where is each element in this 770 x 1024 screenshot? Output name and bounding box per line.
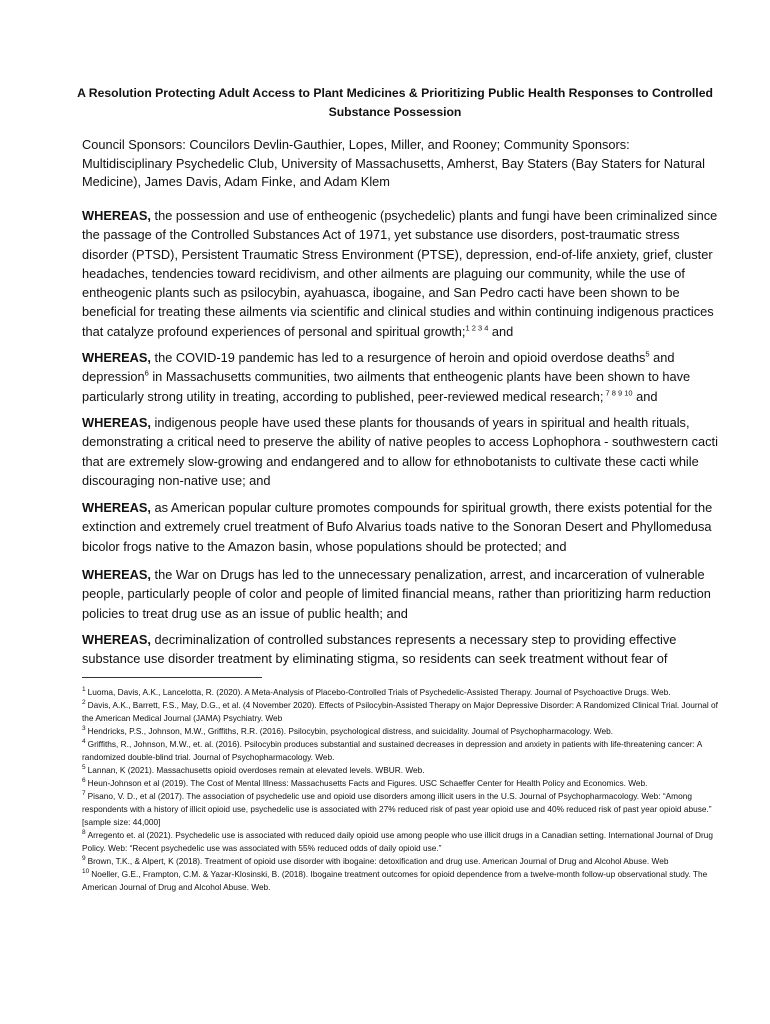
footnote-text: Hendricks, P.S., Johnson, M.W., Griffiths, R.R. (2016). Psilocybin, psychological distress, and suicidality. Journal of Psychopharmacology. Web. xyxy=(87,726,614,736)
footnote-ref: 6 xyxy=(144,369,149,379)
footnote xyxy=(82,699,722,725)
footnote-refs: 1 2 3 4 xyxy=(465,323,489,333)
footnote-number: 7 xyxy=(82,790,86,798)
footnote-text: Lannan, K (2021). Massachusetts opioid overdoses remain at elevated levels. WBUR. Web. xyxy=(87,765,425,775)
footnote-text: Heun-Johnson et al (2019). The Cost of Mental Illness: Massachusetts Facts and Figures. USC Schaeffer Center for Health Policy and Economics. Web. xyxy=(87,778,648,788)
footnote xyxy=(82,764,722,777)
footnote xyxy=(82,855,722,868)
footnote-number: 9 xyxy=(82,855,86,863)
clause-text: the War on Drugs has led to the unnecessary penalization, arrest, and incarceration of vulnerable people, particularly people of color and people of limited financial means, rather than prioritizing harm reduction policies to treat drug use as an issue of public health; and xyxy=(82,567,711,621)
footnote-number: 6 xyxy=(82,777,86,785)
clause-text: the COVID-19 pandemic has led to a resurgence of heroin and opioid overdose deaths xyxy=(150,350,646,365)
footnote-text: Noeller, G.E., Frampton, C.M. & Yazar-Klosinski, B. (2018). Ibogaine treatment outcomes for opioid dependence from a twelve-month follow-up observational study. The American Journal of Drug and Alcohol Abuse. Web. xyxy=(82,869,708,892)
footnote xyxy=(82,790,722,829)
whereas-keyword: WHEREAS, xyxy=(82,350,151,365)
sponsors-paragraph: Council Sponsors: Councilors Devlin-Gauthier, Lopes, Miller, and Rooney; Community Sponsors: Multidisciplinary Psychedelic Club, University of Massachusetts, Amherst, Bay Staters (Bay Staters for Natural Medicine), James Davis, Adam Finke, and Adam Klem xyxy=(82,137,706,189)
footnote xyxy=(82,829,722,855)
footnote xyxy=(82,686,722,699)
resolution-title: A Resolution Protecting Adult Access to Plant Medicines & Prioritizing Public Health Responses to Controlled Substance Possession xyxy=(77,86,713,119)
footnote xyxy=(82,868,722,894)
whereas-clause xyxy=(82,630,722,669)
footnote-text: Brown, T.K., & Alpert, K (2018). Treatment of opioid use disorder with ibogaine: detoxification and drug use. American Journal of Drug and Alcohol Abuse. Web xyxy=(87,856,669,866)
whereas-clause xyxy=(82,348,722,406)
footnote-text: Arregento et. al (2021). Psychedelic use is associated with reduced daily opioid use among people who use illicit drugs in a Canadian setting. International Journal of Drug Policy. Web: “Recent psychedelic use was associated with 55% reduced odds of daily opioid use.” xyxy=(82,830,714,853)
footnote-text: Davis, A.K., Barrett, F.S., May, D.G., et al. (4 November 2020). Effects of Psilocybin-Assisted Therapy on Major Depressive Disorder: A Randomized Clinical Trial. Journal of the American Medical Journal (JAMA) Psychiatry. Web xyxy=(82,700,718,723)
footnote-text: Griffiths, R., Johnson, M.W., et. al. (2016). Psilocybin produces substantial and sustained decreases in depression and anxiety in patients with life-threatening cancer: A randomized double-blind trial. Journal of Psychopharmacology. Web. xyxy=(82,739,702,762)
footnote-number: 5 xyxy=(82,764,86,772)
footnote-divider xyxy=(82,677,262,678)
clause-text: decriminalization of controlled substances represents a necessary step to providing effective substance use disorder treatment by eliminating stigma, so residents can seek treatment without fear of xyxy=(82,632,677,667)
whereas-clause xyxy=(82,206,722,341)
footnotes xyxy=(82,686,722,894)
clause-text: in Massachusetts communities, two ailments that entheogenic plants have been shown to have particularly strong utility in treating, according to published, peer-reviewed medical research; xyxy=(82,369,691,404)
footnote-number: 8 xyxy=(82,829,86,837)
footnote xyxy=(82,738,722,764)
whereas-keyword: WHEREAS, xyxy=(82,567,151,582)
footnote-ref: 5 xyxy=(645,349,650,359)
footnote xyxy=(82,725,722,738)
footnote-number: 10 xyxy=(82,868,90,876)
clause-text: and depression xyxy=(82,350,675,385)
whereas-keyword: WHEREAS, xyxy=(82,208,151,223)
clause-text: the possession and use of entheogenic (psychedelic) plants and fungi have been criminalized since the passage of the Controlled Substances Act of 1971, yet substance use disorders, post-traumatic stress disorder (PTSD), Persistent Traumatic Stress Environment (PTSE), depression, end-of-life anxiety, grief, cluster headaches, tendencies toward recidivism, and other ailments are plaguing our community, while the use of entheogenic plants such as psilocybin, ayahuasca, ibogaine, and San Pedro cacti have been shown to be beneficial for treating these ailments via scientific and clinical studies and within continuing indigenous practices that catalyze profound experiences of personal and spiritual growth; xyxy=(82,208,718,339)
footnote-number: 3 xyxy=(82,725,86,733)
footnote xyxy=(82,777,722,790)
footnote-number: 1 xyxy=(82,686,86,694)
footnote-number: 2 xyxy=(82,699,86,707)
footnote-text: Pisano, V. D., et al (2017). The association of psychedelic use and opioid use disorders among illicit users in the U.S. Journal of Psychopharmacology. Web: “Among respondents with a history of illicit opioid use, psychedelic use is associated with 27% reduced risk of past year opioid use and 40% reduced risk of past year opioid abuse.” [sample size: 44,000] xyxy=(82,791,712,827)
clause-tail: and xyxy=(632,388,658,404)
clause-text: as American popular culture promotes compounds for spiritual growth, there exists potential for the extinction and extremely cruel treatment of Bufo Alvarius toads native to the Sonoran Desert and Phyllomedusa bicolor frogs native to the Amazon basin, whose populations should be protected; and xyxy=(82,500,713,554)
whereas-clause xyxy=(82,413,722,490)
footnote-number: 4 xyxy=(82,738,86,746)
whereas-keyword: WHEREAS, xyxy=(82,500,151,515)
whereas-keyword: WHEREAS, xyxy=(82,632,151,647)
clause-tail: and xyxy=(488,323,514,339)
whereas-clause xyxy=(82,565,722,623)
footnote-refs: 7 8 9 10 xyxy=(603,388,633,398)
whereas-clause xyxy=(82,498,722,556)
footnote-text: Luoma, Davis, A.K., Lancelotta, R. (2020). A Meta-Analysis of Placebo-Controlled Trials of Psychedelic-Assisted Therapy. Journal of Psychoactive Drugs. Web. xyxy=(87,687,671,697)
clause-text: indigenous people have used these plants for thousands of years in spiritual and health rituals, demonstrating a critical need to preserve the ability of native peoples to access Lophophora - southwestern cacti that are extremely slow-growing and endangered and to allow for ethnobotanists to cultivate these cacti while discouraging non-native use; and xyxy=(82,415,718,488)
whereas-keyword: WHEREAS, xyxy=(82,415,151,430)
